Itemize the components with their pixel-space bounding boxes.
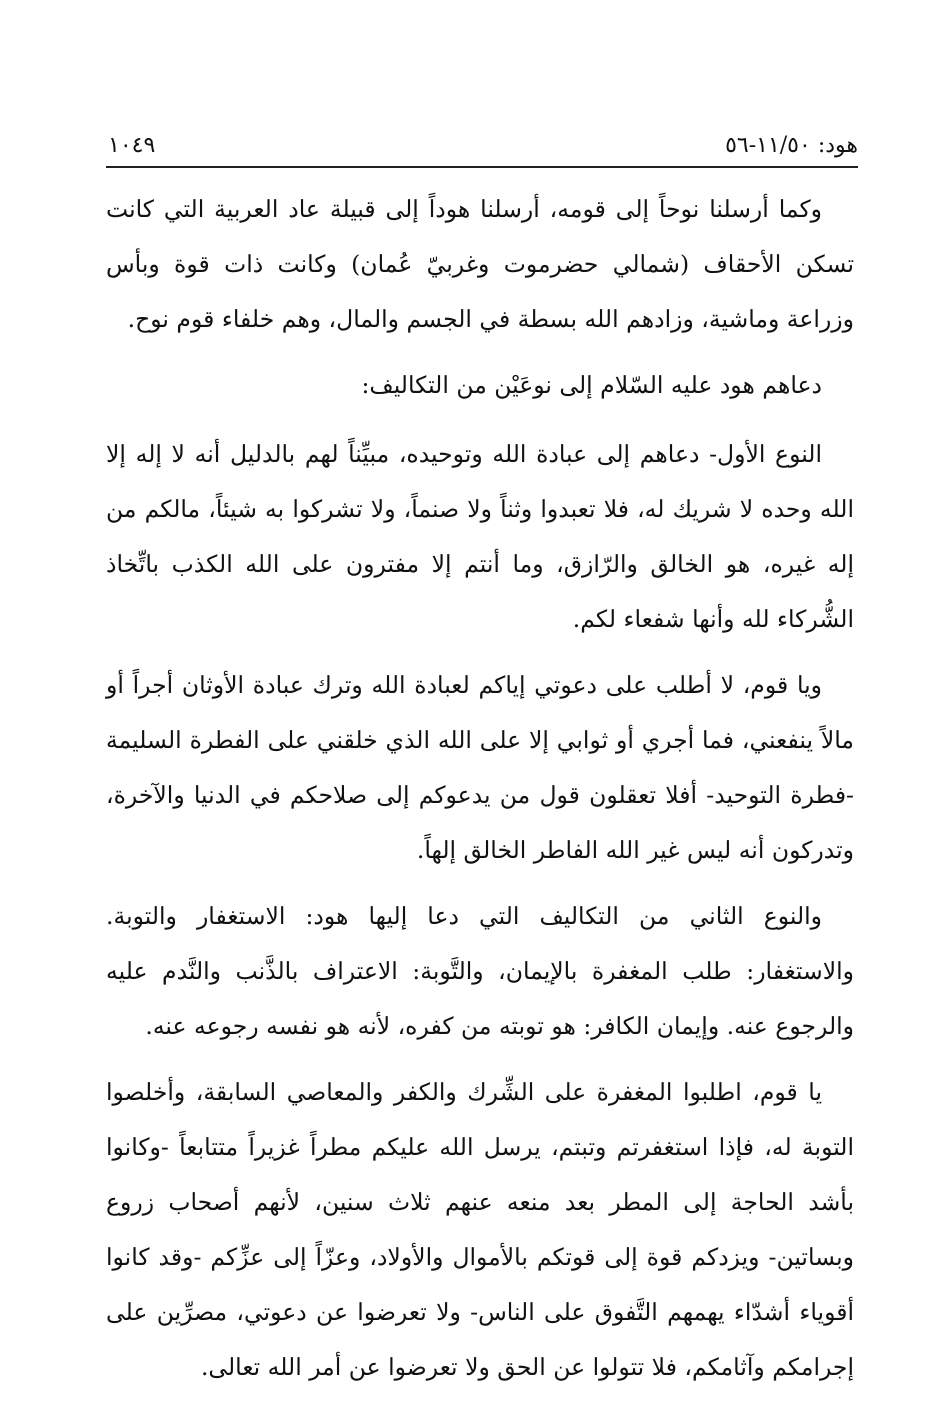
running-header — [108, 128, 858, 162]
paragraph-first-duty: النوع الأول- دعاهم إلى عبادة الله وتوحيده، مبيِّناً لهم بالدليل أنه لا إله إلا الله وحده لا شريك له، فلا تعبدوا وثناً ولا صنماً، ولا تشركوا به شيئاً، مالكم من إله غيره، هو الخالق والرّازق، وما أنتم إلا مفترون على الله الكذب باتِّخاذ الشُّركاء لله وأنها شفعاء لكم. — [106, 440, 854, 633]
paragraph-two-duties: دعاهم هود عليه السّلام إلى نوعَيْن من التكاليف: — [361, 371, 822, 399]
header-rule — [106, 166, 858, 168]
paragraph-second-duty: والنوع الثاني من التكاليف التي دعا إليها هود: الاستغفار والتوبة. والاستغفار: طلب المغفرة بالإيمان، والتَّوبة: الاعتراف بالذَّنب والنَّدم عليه والرجوع عنه. وإيمان الكافر: هو توبته من كفره، لأنه هو نفسه رجوعه عنه. — [106, 902, 854, 1040]
page-number: ١٠٤٩ — [108, 132, 156, 158]
chapter-verse-reference: هود: ١١/٥٠-٥٦ — [725, 132, 858, 158]
paragraph-no-reward: ويا قوم، لا أطلب على دعوتي إياكم لعبادة الله وترك عبادة الأوثان أجراً أو مالاً ينفعني، فما أجري أو ثوابي إلا على الله الذي خلقني على الفطرة السليمة -فطرة التوحيد- أفلا تعقلون قول من يدعوكم إلى صلاحكم في الدنيا والآخرة، وتدركون أنه ليس غير الله الفاطر الخالق إلهاً. — [106, 671, 854, 864]
paragraph-repentance: يا قوم، اطلبوا المغفرة على الشِّرك والكفر والمعاصي السابقة، وأخلصوا التوبة له، فإذا استغفرتم وتبتم، يرسل الله عليكم مطراً غزيراً متتابعاً -وكانوا بأشد الحاجة إلى المطر بعد منعه عنهم ثلاث سنين، لأنهم أصحاب زروع وبساتين- ويزدكم قوة إلى قوتكم بالأموال والأولاد، وعزّاً إلى عزِّكم -وقد كانوا أقوياء أشدّاء يهمهم التَّفوق على الناس- ولا تعرضوا عن دعوتي، مصرِّين على إجرامكم وآثامكم، فلا تتولوا عن الحق ولا تعرضوا عن أمر الله تعالى. — [106, 1078, 854, 1381]
paragraph-intro: وكما أرسلنا نوحاً إلى قومه، أرسلنا هوداً إلى قبيلة عاد العربية التي كانت تسكن الأحقاف (شمالي حضرموت وغربيّ عُمان) وكانت ذات قوة وبأس وزراعة وماشية، وزادهم الله بسطة في الجسم والمال، وهم خلفاء قوم نوح. — [106, 195, 854, 333]
page-body — [106, 182, 854, 1406]
